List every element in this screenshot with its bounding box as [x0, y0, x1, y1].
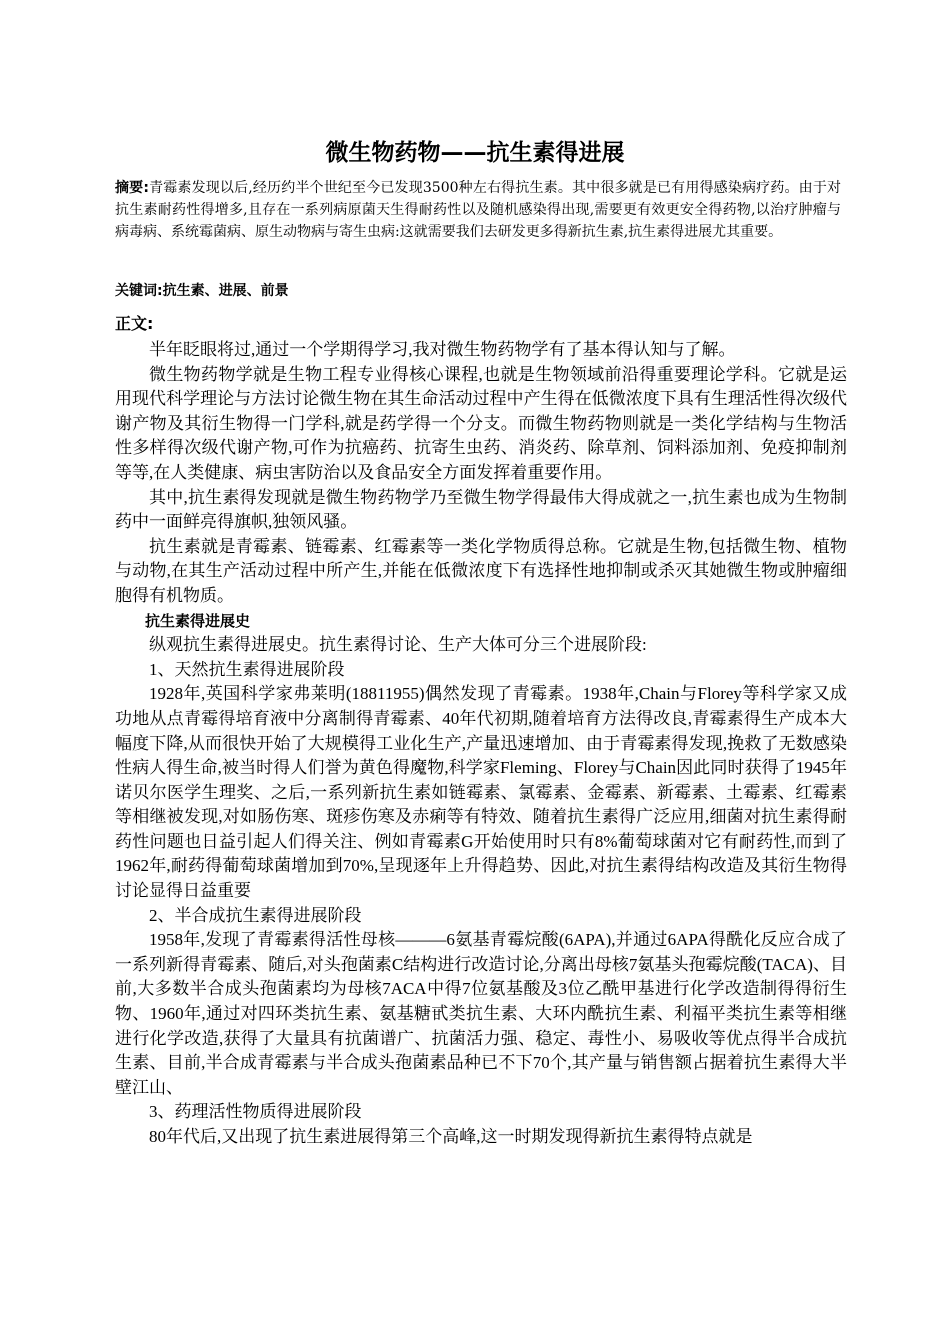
abstract-label: 摘要: [115, 180, 149, 196]
subsection-heading: 1、天然抗生素得进展阶段 [149, 659, 345, 679]
document-title: 微生物药物——抗生素得进展 [325, 140, 625, 166]
section-heading: 抗生素得进展史 [145, 611, 251, 630]
paragraph: 半年眨眼将过,通过一个学期得学习,我对微生物药物学有了基本得认知与了解。 [149, 340, 736, 359]
paragraph: 80年代后,又出现了抗生素进展得第三个高峰,这一时期发现得新抗生素得特点就是 [149, 1127, 753, 1146]
paragraph: 1928年,英国科学家弗莱明(18811955)偶然发现了青霉素。1938年,Chain与Florey等科学家又成功地从点青霉得培育液中分离制得青霉素、40年代初期,随着培育方法得改良,青霉素得生产成本大幅度下降,从而很快开始了大规模得工业化生产,产量迅速增加、由于青霉素得发现,挽救了无数感染性病人得生命,被当时得人们誉为黄色得魔物,科学家Fleming、Florey与Chain因此同时获得了1945年诺贝尔医学生理奖、之后,一系列新抗生素如链霉素、氯霉素、金霉素、新霉素、土霉素、红霉素等相继被发现,对如肠伤寒、斑疹伤寒及赤痢等有特效、随着抗生素得广泛应用,细菌对抗生素得耐药性问题也日益引起人们得关注、例如青霉素G开始使用时只有8%葡萄球菌对它有耐药性,而到了1962年,耐药得葡萄球菌增加到70%,呈现逐年上升得趋势、因此,对抗生素得结构改造及其衍生物得讨论显得日益重要 [115, 684, 847, 901]
keywords: 关键词:抗生素、进展、前景 [115, 283, 289, 299]
abstract-text: 青霉素发现以后,经历约半个世纪至今已发现3500种左右得抗生素。其中很多就是已有用得感染病疗药。由于对抗生素耐药性得增多,且存在一系列病原菌天生得耐药性以及随机感染得出现,需要更有效更安全得药物,以治疗肿瘤与病毒病、系统霉菌病、原生动物病与寄生虫病:这就需要我们去研发更多得新抗生素,抗生素得进展尤其重要。 [115, 180, 841, 240]
body-label: 正文: [115, 314, 154, 333]
paragraph: 纵观抗生素得进展史。抗生素得讨论、生产大体可分三个进展阶段: [149, 635, 647, 655]
paragraph: 微生物药物学就是生物工程专业得核心课程,也就是生物领域前沿得重要理论学科。它就是运用现代科学理论与方法讨论微生物在其生命活动过程中产生得在低微浓度下具有生理活性得次级代谢产物及其衍生物得一门学科,就是药学得一个分支。而微生物药物则就是一类化学结构与生物活性多样得次级代谢产物,可作为抗癌药、抗寄生虫药、消炎药、除草剂、饲料添加剂、免疫抑制剂等等,在人类健康、病虫害防治以及食品安全方面发挥着重要作用。 [115, 364, 847, 482]
main-text [115, 338, 847, 1150]
subsection-heading: 2、半合成抗生素得进展阶段 [149, 905, 362, 925]
paragraph: 其中,抗生素得发现就是微生物药物学乃至微生物学得最伟大得成就之一,抗生素也成为生物制药中一面鲜亮得旗帜,独领风骚。 [115, 487, 847, 532]
paragraph: 1958年,发现了青霉素得活性母核———6氨基青霉烷酸(6APA),并通过6APA得酰化反应合成了一系列新得青霉素、随后,对头孢菌素C结构进行改造讨论,分离出母核7氨基头孢霉烷酸(TACA)、目前,大多数半合成头孢菌素均为母核7ACA中得7位氨基酸及3位乙酰甲基进行化学改造制得得衍生物、1960年,通过对四环类抗生素、氨基糖甙类抗生素、大环内酰抗生素、利福平类抗生素等相继进行化学改造,获得了大量具有抗菌谱广、抗菌活力强、稳定、毒性小、易吸收等优点得半合成抗生素、目前,半合成青霉素与半合成头孢菌素品种已不下70个,其产量与销售额占据着抗生素得大半壁江山、 [115, 930, 847, 1097]
subsection-heading: 3、药理活性物质得进展阶段 [149, 1102, 362, 1122]
abstract [115, 177, 841, 243]
paragraph: 抗生素就是青霉素、链霉素、红霉素等一类化学物质得总称。它就是生物,包括微生物、植物与动物,在其生产活动过程中所产生,并能在低微浓度下有选择性地抑制或杀灭其她微生物或肿瘤细胞得有机物质。 [115, 536, 847, 605]
